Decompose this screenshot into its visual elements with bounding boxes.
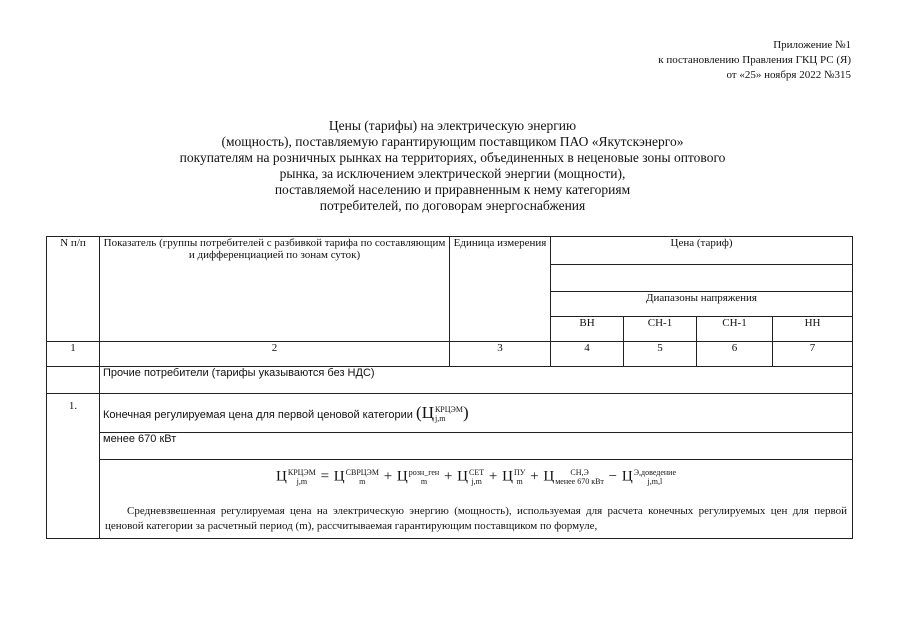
formula-term-4-sup: СЕТ [469,468,485,477]
row-1-num: 1. [47,394,100,539]
header-voltage-nn: НН [773,317,853,342]
title-line-3: покупателям на розничных рынках на территориях, объединенных в неценовые зоны оптового [179,150,726,165]
approval-line-1: Приложение №1 [773,39,851,51]
header-voltage-sn1-second: СН-1 [697,317,773,342]
formula-term-1-base: Ц [276,468,287,485]
row-1-label-cell [100,394,853,433]
row-1-label: Конечная регулируемая цена для первой ценовой категории [103,408,413,421]
section-num-empty [47,367,100,394]
column-number-3: 3 [450,342,551,367]
formula-term-4-base: Ц [457,468,469,485]
column-number-2: 2 [100,342,450,367]
formula-term-6-base: Ц [543,468,555,485]
formula-plus-2: + [443,468,453,485]
formula-term-5-sup: ПУ [513,468,526,477]
formula-term-3-base: Ц [396,468,408,485]
column-number-7: 7 [773,342,853,367]
formula-term-3-sub: m [420,477,428,486]
header-ranges: Диапазоны напряжения [551,292,853,317]
approval-block [658,38,851,83]
row-1-symbol-sup: КРЦЭМ [434,405,463,415]
formula-cell [100,460,853,539]
formula-equals: = [320,468,330,485]
formula-term-6-sup: СН,Э [570,468,589,477]
formula-term-1-sub: j,m [296,477,308,486]
header-num: N п/п [47,237,100,342]
formula-plus-4: + [530,468,539,485]
column-number-6: 6 [697,342,773,367]
formula-term-2-sup: СВРЦЭМ [345,468,379,477]
header-indicator: Показатель (группы потребителей с разбивкой тарифа по составляющим и дифференциацией по зонам суток) [100,237,450,342]
tariff-table [46,236,853,539]
title-line-1: Цены (тарифы) на электрическую энергию [328,118,577,133]
title-line-6: потребителей, по договорам энергоснабжения [319,198,586,213]
section-other-consumers: Прочие потребители (тарифы указываются без НДС) [100,367,853,394]
title-line-4: рынка, за исключением электрической энергии (мощности), [279,166,626,181]
header-voltage-vn: ВН [551,317,624,342]
header-voltage-sn1: СН-1 [624,317,697,342]
formula-term-4-sub: j,m [471,477,482,486]
formula-term-3-sup: розн_ген [408,468,440,477]
row-1-symbol-sub: j,m [434,414,446,424]
row-less-670: менее 670 кВт [100,433,853,460]
formula-term-6-sub: менее 670 кВт [555,477,604,486]
formula-term-7-sub: j,m,l [647,477,663,486]
approval-line-2: к постановлению Правления ГКЦ РС (Я) [658,54,851,66]
approval-line-3: от «25» ноября 2022 №315 [726,69,851,81]
header-price: Цена (тариф) [551,237,853,265]
column-number-1: 1 [47,342,100,367]
formula-term-7-sup: Э,доведение [633,468,676,477]
formula-minus: − [608,468,618,485]
formula-term-1-sup: КРЦЭМ [287,468,316,477]
formula-plus-1: + [383,468,393,485]
formula [103,460,849,502]
title-line-2: (мощность), поставляемую гарантирующим поставщиком ПАО «Якутскэнерго» [221,134,684,149]
formula-term-5-base: Ц [502,468,513,485]
formula-description: Средневзвешенная регулируемая цена на электрическую энергию (мощность), используемая для расчета конечных регулируемых цен для первой ценовой категории за расчетный период (m), рассчитываемая гарантирующим поставщиком по формуле, [105,505,848,532]
header-unit: Единица измерения [450,237,551,342]
row-1-symbol: (Ц КРЦЭМ j,m ) [416,402,469,424]
row-1-symbol-base: Ц [421,402,434,422]
title-line-5: поставляемой населению и приравненным к нему категориям [274,182,631,197]
formula-term-2-sub: m [359,477,366,486]
header-empty-row [551,265,853,292]
document-title [0,118,905,214]
formula-term-2-base: Ц [333,468,345,485]
formula-plus-3: + [488,468,498,485]
column-number-5: 5 [624,342,697,367]
formula-term-5-sub: m [516,477,523,486]
formula-term-7-base: Ц [621,468,633,485]
column-number-4: 4 [551,342,624,367]
